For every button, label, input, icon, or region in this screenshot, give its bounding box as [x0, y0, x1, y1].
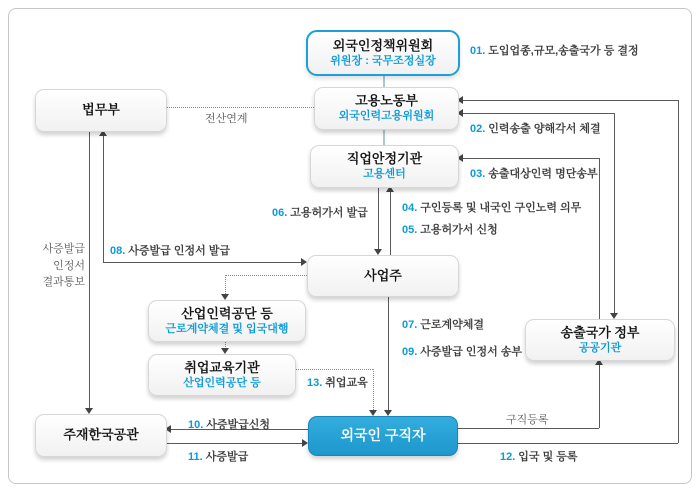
step-13-label [307, 374, 368, 390]
step-number: 11. [188, 451, 203, 463]
step-number: 03. [470, 168, 486, 180]
visa-note-line: 결과통보 [42, 276, 85, 288]
node-subtitle: 위원장 : 국무조정실장 [330, 54, 436, 67]
node-foreign-jobseeker [308, 416, 458, 456]
step-02-label [470, 120, 601, 136]
node-title: 외국인정책위원회 [332, 37, 434, 53]
step-text: 사증발급신청 [206, 419, 271, 431]
node-training-institution [148, 354, 296, 396]
line-02-horizontal [463, 113, 614, 114]
step-number: 10. [188, 419, 204, 431]
node-employer [307, 255, 459, 297]
step-text: 도입업종,규모,송출국가 등 결정 [488, 45, 639, 57]
node-sending-country-government [525, 319, 675, 361]
node-subtitle: 근로계약체결 및 입국대행 [165, 322, 289, 335]
step-number: 01. [470, 45, 486, 57]
node-ministry-employment [314, 87, 459, 130]
line-12-top [463, 100, 678, 101]
node-hrdkorea [148, 300, 306, 342]
node-job-security-agency [310, 145, 459, 188]
node-subtitle: 고용센터 [363, 168, 406, 181]
step-text: 구인등록 및 내국인 구인노력 의무 [420, 202, 582, 214]
line-08-vertical [103, 136, 104, 262]
line-12-bottom [456, 443, 678, 444]
step-number: 04. [402, 202, 418, 214]
step-number: 13. [307, 377, 323, 389]
step-number: 06. [272, 207, 288, 219]
node-title: 산업인력공단 등 [181, 305, 273, 321]
step-10-label [188, 416, 270, 432]
line-07-09 [388, 295, 389, 410]
line-08-horizontal [103, 262, 301, 263]
step-11-label [188, 448, 248, 464]
connector-moel-jobcenter [383, 128, 385, 145]
line-employer-hrdk-vertical [225, 275, 226, 294]
step-number: 12. [500, 451, 516, 463]
node-korean-mission [35, 414, 167, 457]
step-text: 고용허가서 신청 [420, 224, 498, 236]
step-04-label [402, 199, 581, 215]
node-policy-committee [306, 30, 460, 76]
node-title: 사업주 [364, 267, 402, 283]
node-title: 주재한국공관 [63, 427, 139, 443]
step-text: 입국 및 등록 [518, 451, 578, 463]
step-number: 09. [402, 346, 418, 358]
step-number: 08. [110, 245, 126, 257]
step-12-label [500, 448, 578, 464]
line-02-vertical [614, 113, 615, 313]
step-01-label [470, 42, 639, 58]
step-text: 사증발급 인정서 송부 [420, 346, 523, 358]
step-05-label [402, 221, 498, 237]
step-text: 고용허가서 발급 [290, 207, 368, 219]
step-06-label [272, 204, 368, 220]
node-title: 고용노동부 [355, 93, 418, 108]
line-11 [165, 443, 302, 444]
line-job-register-vertical [599, 365, 600, 428]
line-06 [378, 186, 379, 249]
line-13-vertical [373, 369, 374, 410]
node-title: 외국인 구직자 [340, 427, 426, 444]
step-text: 사증발급 인정서 발급 [128, 245, 231, 257]
step-number: 02. [470, 123, 486, 135]
step-text: 사증발급 [205, 451, 249, 463]
node-title: 법무부 [82, 102, 120, 118]
line-13-horizontal [293, 369, 373, 370]
computer-link-label: 전산연계 [205, 113, 248, 125]
step-text: 송출대상인력 명단송부 [488, 168, 598, 180]
line-computer-link [165, 107, 314, 108]
step-number: 05. [402, 224, 418, 236]
visa-note-line: 사증발급 [42, 243, 85, 255]
node-title: 직업안정기관 [346, 151, 423, 166]
visa-note-line: 인정서 [53, 259, 85, 272]
line-employer-hrdk-horizontal [225, 275, 307, 276]
visa-result-notice-label [30, 241, 85, 291]
step-number: 07. [402, 319, 418, 331]
line-job-register-horizontal [456, 428, 599, 429]
step-text: 근로계약체결 [420, 319, 485, 331]
step-03-label [470, 165, 598, 181]
node-subtitle: 공공기관 [578, 341, 622, 354]
line-03-horizontal [463, 158, 599, 159]
step-text: 취업교육 [325, 377, 368, 389]
node-title: 송출국가 정부 [560, 324, 640, 340]
step-09-label [402, 343, 522, 359]
step-08-label [110, 242, 230, 258]
line-03-vertical [599, 158, 600, 319]
node-ministry-justice [35, 89, 167, 132]
line-04-05 [390, 192, 391, 255]
job-register-label: 구직등록 [506, 414, 549, 426]
node-subtitle: 외국인력고용위원회 [338, 110, 435, 123]
line-12-vertical [678, 100, 679, 443]
step-text: 인력송출 양해각서 체결 [488, 123, 601, 135]
line-justice-mission [89, 130, 90, 409]
node-title: 취업교육기관 [184, 359, 260, 375]
step-07-label [402, 316, 484, 332]
node-subtitle: 산업인력공단 등 [183, 376, 261, 389]
